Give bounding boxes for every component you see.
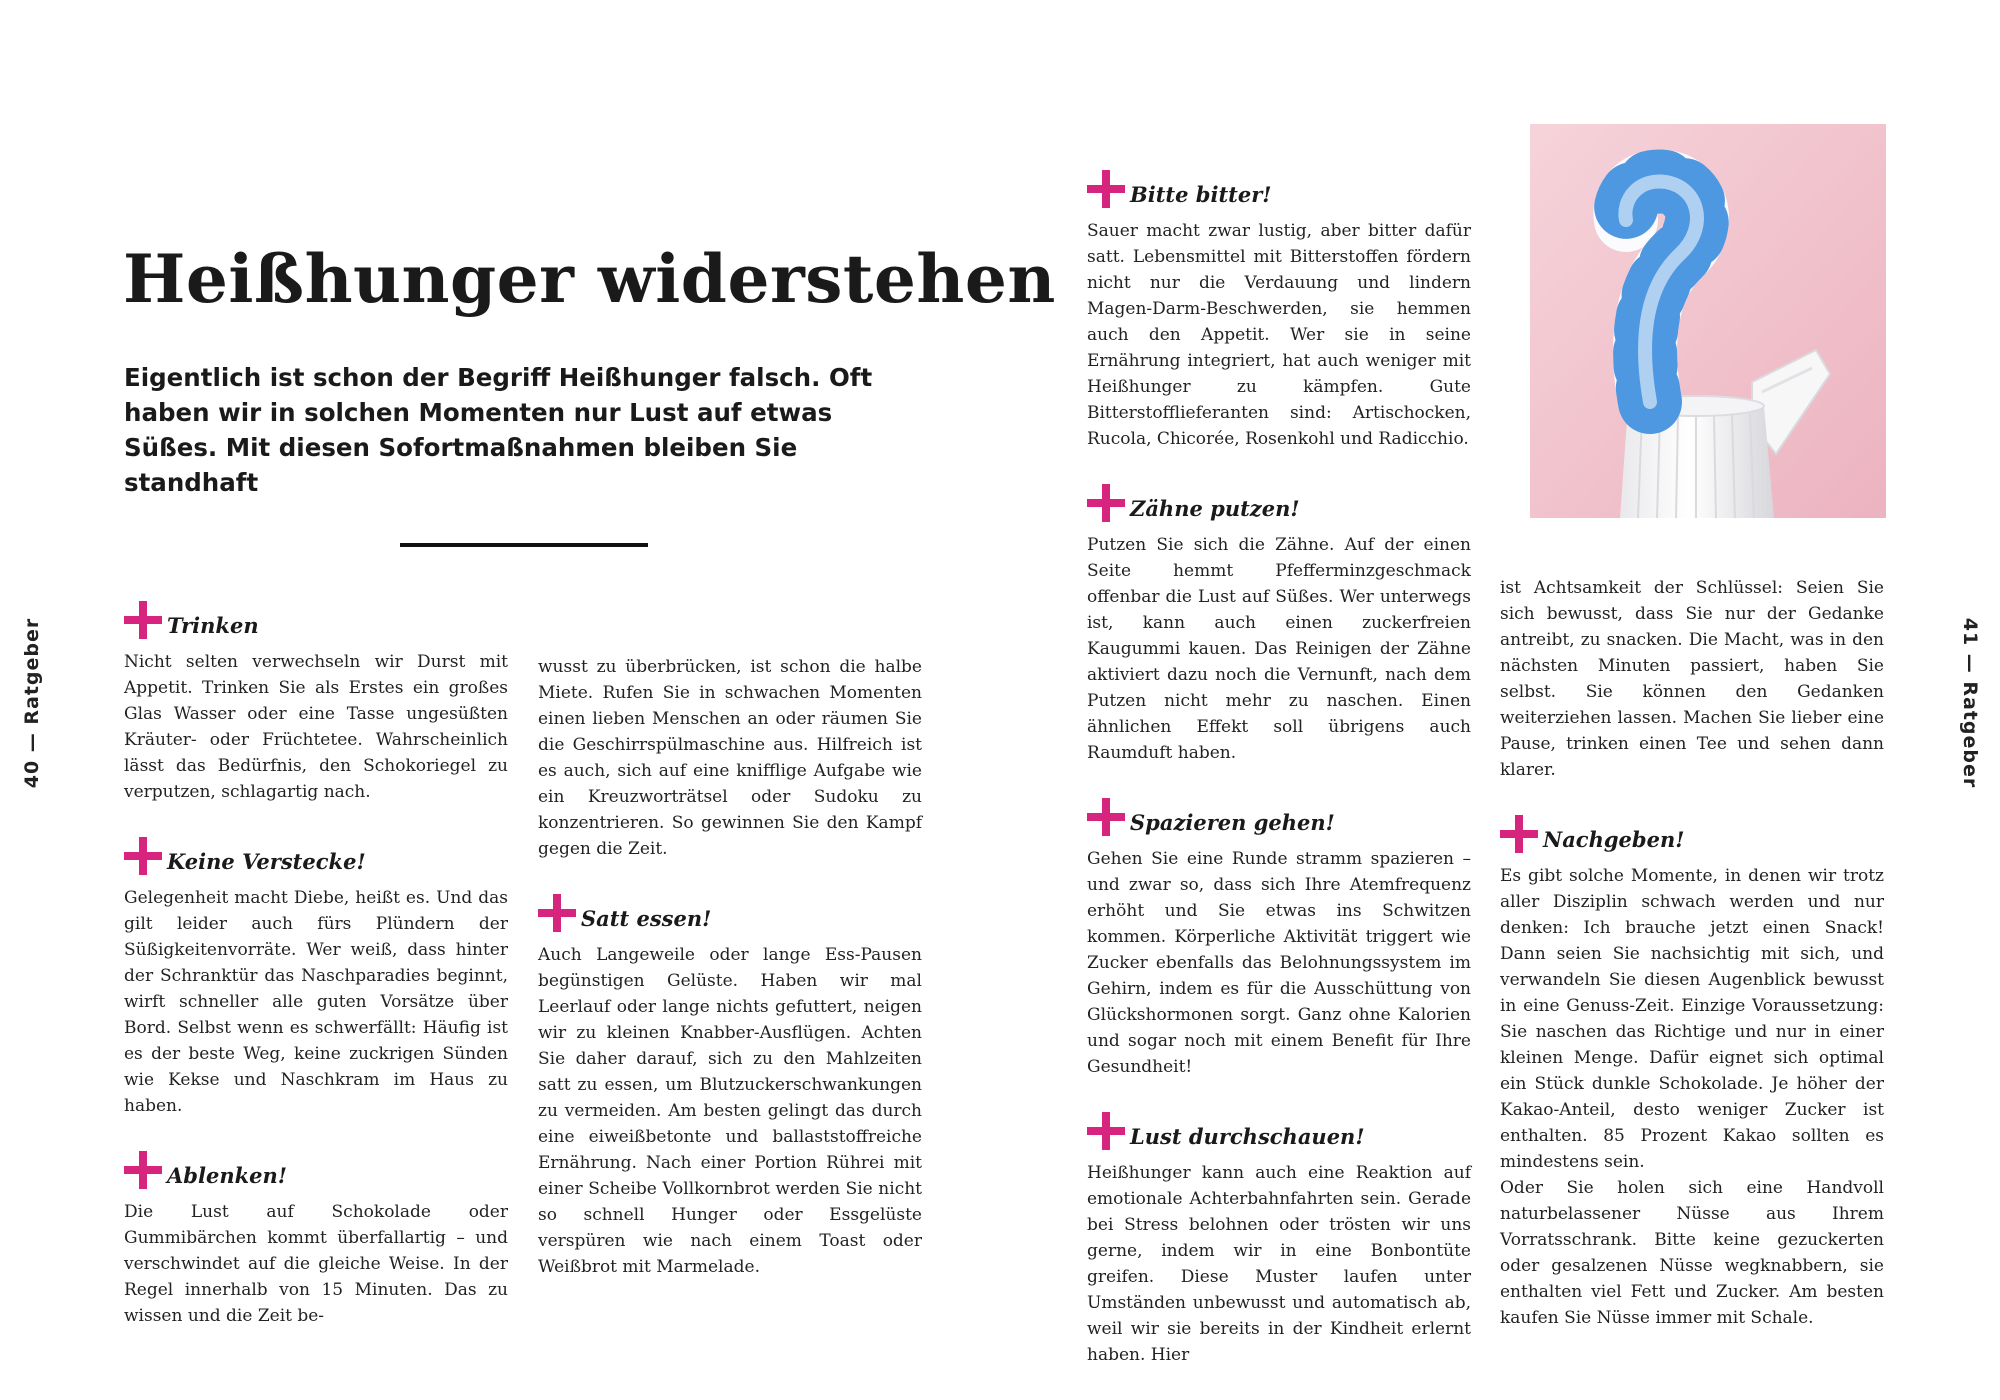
section-body-bitter: Sauer macht zwar lustig, aber bitter dafür satt. Lebensmittel mit Bitterstoffen fördern nicht nur die Verdauung und lindern Magen-Darm-Beschwerden, sie hemmen auch den Appetit. Wer sie in seine Ernährung integriert, hat auch weniger mit Heißhunger zu kämpfen. Gute Bitterstofflieferanten sind: Artischocken, Rucola, Chicorée, Rosenkohl und Radicchio. <box>1087 221 1471 449</box>
plus-icon <box>1087 484 1125 522</box>
plus-icon <box>1087 170 1125 208</box>
plus-icon <box>538 894 576 932</box>
section-body-verstecke: Gelegenheit macht Diebe, heißt es. Und das gilt leider auch fürs Plündern der Süßigkeitenvorräte. Wer weiß, dass hinter der Schranktür das Naschparadies beginnt, wirft schneller alle guten Vorsätze über Bord. Selbst wenn es schwerfällt: Häufig ist es der beste Weg, keine zuckrigen Sünden wie Kekse und Naschkram im Haus zu haben. <box>124 888 508 1116</box>
section-body-trinken: Nicht selten verwechseln wir Durst mit Appetit. Trinken Sie als Erstes ein großes Glas Wasser oder eine Tasse ungesüßten Kräuter- oder Früchtetee. Wahrscheinlich lässt das Bedürfnis, den Schokoriegel zu verputzen, schlagartig nach. <box>124 652 508 802</box>
column-2 <box>538 654 922 1280</box>
section-body-nachgeben-2: Oder Sie holen sich eine Handvoll naturbelassener Nüsse aus Ihrem Vorratsschrank. Bitte keine gezuckerten oder gesalzenen Nüsse wegknabbern, sie enthalten viel Fett und Zucker. Am besten kaufen Sie Nüsse immer mit Schale. <box>1500 1178 1884 1328</box>
plus-icon <box>1087 798 1125 836</box>
toothpaste-photo <box>1530 124 1886 518</box>
section-title: Nachgeben! <box>1543 827 1685 852</box>
section-heading-lust <box>1087 1106 1471 1150</box>
section-heading-verstecke <box>124 831 508 875</box>
article-lead: Eigentlich ist schon der Begriff Heißhunger falsch. Oft haben wir in solchen Momenten nur Lust auf etwas Süßes. Mit diesen Sofortmaßnahmen bleiben Sie standhaft <box>124 363 873 497</box>
section-body-zaehne: Putzen Sie sich die Zähne. Auf der einen Seite hemmt Pfefferminzgeschmack offenbar die Lust auf Süßes. Wer unterwegs ist, kann auch einen zuckerfreien Kaugummi kauen. Das Reinigen der Zähne aktiviert dazu noch die Vernunft, nach dem Putzen nicht mehr zu naschen. Einen ähnlichen Effekt soll übrigens auch Raumduft haben. <box>1087 535 1471 763</box>
divider-rule <box>400 543 648 547</box>
plus-icon <box>124 601 162 639</box>
section-heading-ablenken <box>124 1145 508 1189</box>
plus-icon <box>124 837 162 875</box>
section-heading-nachgeben <box>1500 809 1884 853</box>
section-title: Zähne putzen! <box>1130 496 1300 521</box>
column-4 <box>1500 575 1884 1331</box>
section-heading-satt <box>538 888 922 932</box>
section-title: Bitte bitter! <box>1130 182 1272 207</box>
section-body-lust-continued: ist Achtsamkeit der Schlüssel: Seien Sie sich bewusst, dass Sie nur der Gedanke antreibt, zu snacken. Die Macht, was in den nächsten Minuten passiert, haben Sie selbst. Sie können den Gedanken weiterziehen lassen. Machen Sie lieber eine Pause, trinken einen Tee und sehen dann klarer. <box>1500 578 1884 780</box>
section-body-nachgeben: Es gibt solche Momente, in denen wir trotz aller Disziplin schwach werden und nur denken: Ich brauche jetzt einen Snack! Dann seien Sie nachsichtig mit sich, und verwandeln Sie diesen Augenblick bewusst in eine Genuss-Zeit. Einzige Voraussetzung: Sie naschen das Richtige und nur in einer kleinen Menge. Dafür eignet sich optimal ein Stück dunkle Schokolade. Je höher der Kakao-Anteil, desto weniger Zucker ist enthalten. 85 Prozent Kakao sollten es mindestens sein. <box>1500 866 1884 1172</box>
plus-icon <box>124 1151 162 1189</box>
column-1 <box>124 595 508 1329</box>
section-body-satt: Auch Langeweile oder lange Ess-Pausen begünstigen Gelüste. Haben wir mal Leerlauf oder lange nichts gefuttert, neigen wir zu kleinen Knabber-Ausflügen. Achten Sie daher darauf, sich zu den Mahlzeiten satt zu essen, um Blutzuckerschwankungen zu vermeiden. Am besten gelingt das durch eine eiweißbetonte und ballaststoffreiche Ernährung. Nach einer Portion Rührei mit einer Scheibe Vollkornbrot werden Sie nicht so schnell Hunger oder Essgelüste verspüren wie nach einem Toast oder Weißbrot mit Marmelade. <box>538 945 922 1277</box>
section-title: Lust durchschauen! <box>1130 1124 1365 1149</box>
section-body-ablenken-continued: wusst zu überbrücken, ist schon die halbe Miete. Rufen Sie in schwachen Momenten einen lieben Menschen an oder räumen Sie die Geschirrspülmaschine aus. Hilfreich ist es auch, sich auf eine knifflige Aufgabe wie ein Kreuzworträtsel oder Sudoku zu konzentrieren. So gewinnen Sie den Kampf gegen die Zeit. <box>538 657 922 859</box>
column-3 <box>1087 164 1471 1368</box>
toothpaste-illustration <box>1530 124 1886 518</box>
page-number-left: 40 — Ratgeber <box>21 617 43 789</box>
section-body-lust: Heißhunger kann auch eine Reaktion auf emotionale Achterbahnfahrten sein. Gerade bei Stress belohnen oder trösten wir uns gerne, indem wir in eine Bonbontüte greifen. Diese Muster laufen unter Umständen unbewusst und automatisch ab, weil wir sie bereits in der Kindheit erlernt haben. Hier <box>1087 1163 1471 1365</box>
section-heading-spazieren <box>1087 792 1471 836</box>
section-heading-zaehne <box>1087 478 1471 522</box>
page-number-right: 41 — Ratgeber <box>1959 617 1981 789</box>
section-title: Ablenken! <box>167 1163 287 1188</box>
plus-icon <box>1087 1112 1125 1150</box>
section-title: Keine Verstecke! <box>167 849 366 874</box>
section-body-ablenken: Die Lust auf Schokolade oder Gummibärchen kommt überfallartig – und verschwindet auf die gleiche Weise. In der Regel innerhalb von 15 Minuten. Das zu wissen und die Zeit be- <box>124 1202 508 1326</box>
section-title: Spazieren gehen! <box>1130 810 1335 835</box>
section-heading-trinken <box>124 595 508 639</box>
section-title: Satt essen! <box>581 906 712 931</box>
plus-icon <box>1500 815 1538 853</box>
article-title: Heißhunger widerstehen <box>123 240 1056 318</box>
section-title: Trinken <box>167 613 259 638</box>
section-heading-bitter <box>1087 164 1471 208</box>
section-body-spazieren: Gehen Sie eine Runde stramm spazieren – und zwar so, dass sich Ihre Atemfrequenz erhöht und Sie etwas ins Schwitzen kommen. Körperliche Aktivität triggert wie Zucker ebenfalls das Belohnungssystem im Gehirn, indem es für die Ausschüttung von Glückshormonen sorgt. Ganz ohne Kalorien und sogar noch mit einem Benefit für Ihre Gesundheit! <box>1087 849 1471 1077</box>
